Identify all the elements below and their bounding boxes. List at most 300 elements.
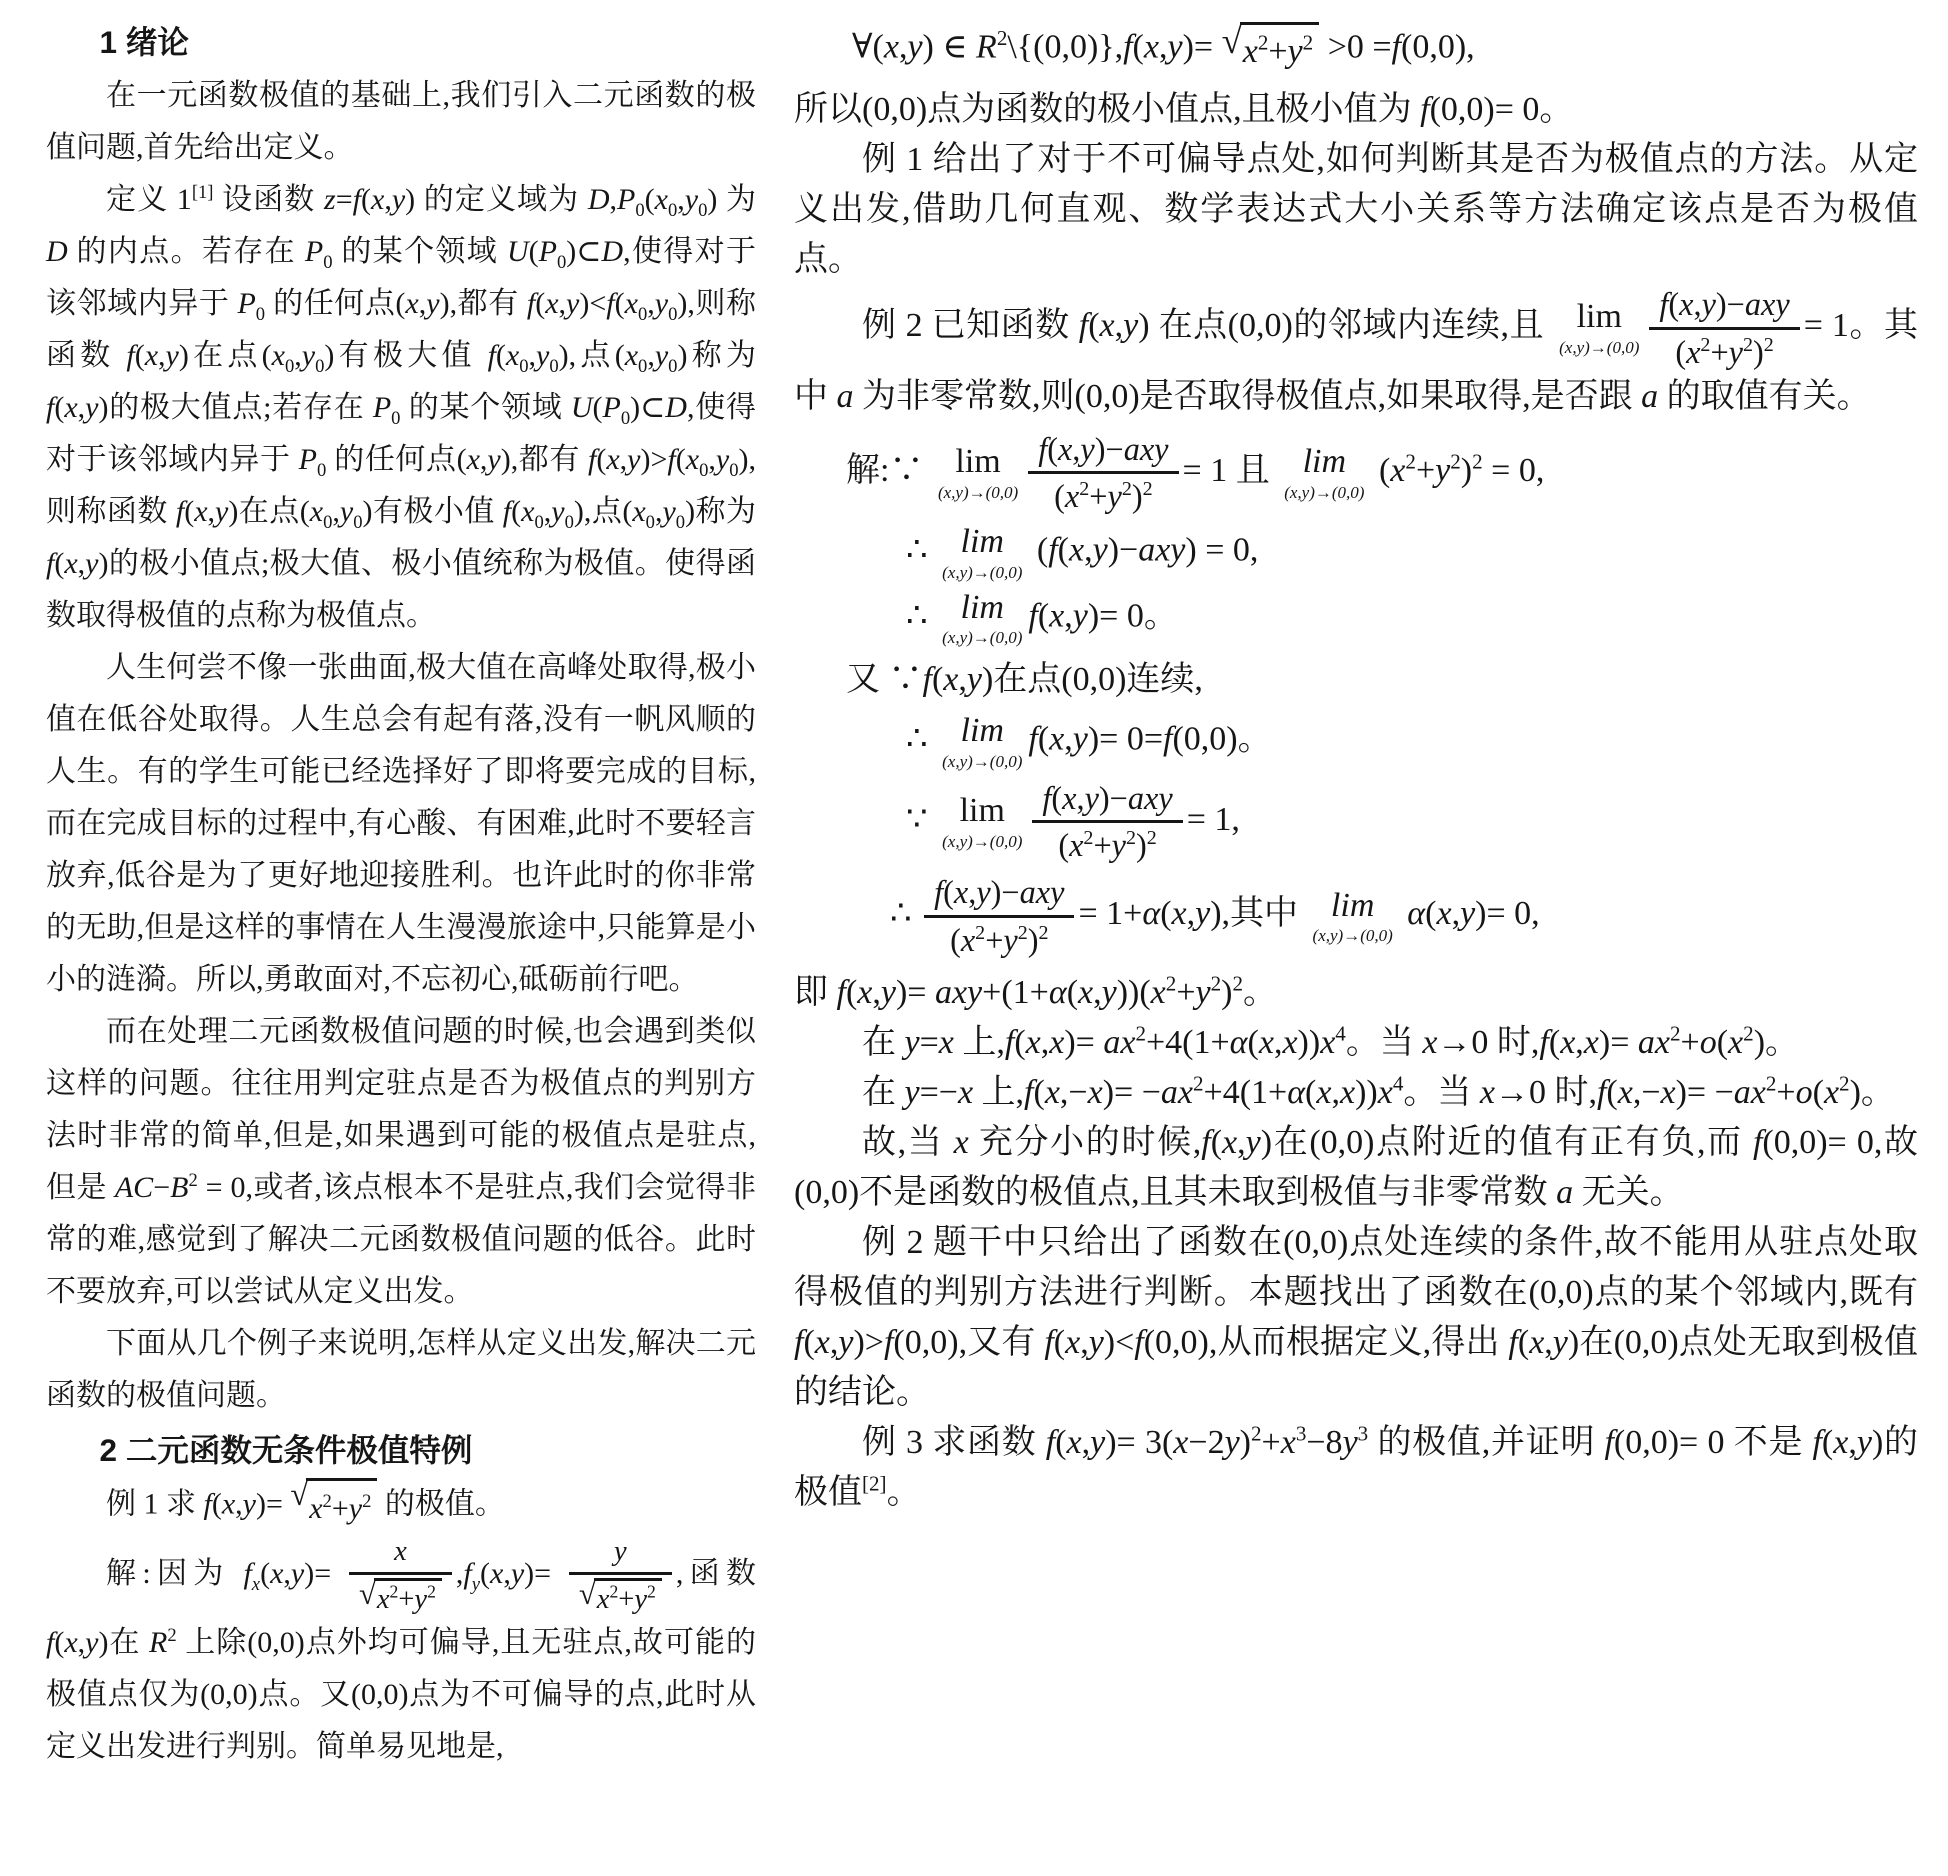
text-run: +	[1089, 478, 1108, 515]
radical-sign-icon: √	[290, 1477, 309, 1513]
math-var: f	[922, 661, 932, 699]
math-var: y	[566, 287, 580, 320]
lim-under: (x,y)→(0,0)	[1284, 482, 1365, 502]
math-var: f	[606, 287, 615, 320]
superscript: 2	[1142, 478, 1153, 501]
superscript: 2	[1302, 30, 1314, 55]
text-run: ,	[332, 495, 340, 528]
text-run: ,	[235, 1487, 243, 1521]
subscript: 0	[698, 200, 708, 221]
text-run: 的任何点(	[326, 443, 467, 476]
math-var: x	[1282, 1023, 1298, 1061]
subscript: x	[251, 1574, 261, 1596]
math-var: x	[309, 495, 324, 528]
math-var: x	[1316, 1073, 1332, 1111]
radical-sign-icon: √	[578, 1577, 596, 1612]
text-run: 的某个领域	[400, 391, 571, 424]
text-run: >0 =	[1319, 28, 1392, 66]
text-run: )称为	[685, 495, 756, 528]
math-var: f	[203, 1487, 212, 1521]
text-run: (	[495, 339, 506, 372]
subscript: y	[471, 1574, 480, 1596]
text-run: ,	[1544, 1323, 1553, 1361]
text-run: (	[528, 235, 539, 268]
math-var: y	[348, 1492, 363, 1525]
math-var: y	[1084, 779, 1099, 816]
left-column	[46, 14, 756, 1773]
math-var: x	[521, 495, 535, 528]
math-var: x	[394, 1536, 407, 1567]
definition-1-paragraph	[46, 174, 756, 642]
math-var: y	[880, 973, 896, 1011]
math-var: y	[1701, 286, 1716, 322]
text-run: +4(1+	[1203, 1073, 1288, 1111]
math-var: R	[149, 1626, 168, 1660]
text-run: +	[1261, 1423, 1281, 1461]
minimum-conclusion-paragraph	[794, 85, 1918, 135]
text-run: 而在处理二元函数极值问题的时候,也会遇到类似这样的问题。往往用判定驻点是否为极值点的判别方法时非常的简单,但是,如果遇到可能的极值点是驻点,但是	[46, 1015, 756, 1204]
math-var: z	[324, 183, 336, 216]
text-run: (	[1028, 531, 1049, 569]
superscript: 2	[1192, 1071, 1204, 1096]
math-var: x	[1025, 1023, 1041, 1061]
text-run: =−	[919, 1073, 958, 1111]
math-var: y	[290, 1557, 305, 1591]
math-var: f	[352, 183, 361, 216]
text-run: 。	[1243, 973, 1278, 1011]
math-var: f	[487, 339, 496, 372]
on-line-y-equals-x	[794, 1018, 1918, 1068]
text-run: (	[1088, 307, 1100, 345]
text-run: ,	[1186, 895, 1196, 933]
text-run: ,	[1273, 1023, 1283, 1061]
text-run: (	[1548, 1023, 1561, 1061]
superscript: 2	[996, 25, 1008, 50]
superscript: 2	[167, 1625, 177, 1647]
text-run: )有极大值	[324, 339, 488, 372]
math-var: x	[64, 547, 78, 580]
math-var: x	[64, 391, 78, 424]
superscript: 2	[362, 1491, 372, 1512]
math-var: x	[376, 1584, 390, 1616]
transition-paragraph	[46, 1318, 756, 1422]
text-run: 无关。	[1573, 1173, 1684, 1211]
text-run: )<	[579, 287, 607, 320]
math-var: x	[1173, 1423, 1189, 1461]
subscript: 0	[645, 512, 655, 533]
text-run: ,	[1081, 1423, 1091, 1461]
text-run: +	[1415, 451, 1436, 489]
solution-step-4	[794, 655, 1918, 705]
example-2-statement	[794, 285, 1918, 422]
superscript: 2	[647, 1581, 656, 1602]
text-run: (	[596, 443, 607, 476]
text-run: 故,当	[862, 1123, 954, 1161]
math-var: x	[596, 1584, 610, 1616]
math-var: f	[1420, 91, 1430, 128]
math-var: y	[487, 443, 501, 476]
math-var: x	[1479, 1073, 1495, 1111]
math-var: x	[1062, 779, 1077, 816]
math-var: y	[1111, 827, 1126, 864]
math-var: y	[301, 339, 316, 372]
superscript: 2	[1251, 1421, 1262, 1446]
limit-operator	[942, 793, 1022, 851]
text-run: )	[1136, 827, 1147, 864]
math-var: y	[684, 183, 699, 216]
subscript: 0	[534, 512, 544, 533]
lim-under: (x,y)→(0,0)	[942, 751, 1023, 771]
text-run: (	[1716, 1023, 1729, 1061]
math-var: x	[1320, 1023, 1336, 1061]
superscript: 2	[609, 1581, 619, 1602]
text-run: (0,0),从而根据定义,得出	[1143, 1323, 1509, 1361]
text-run: +	[1680, 1023, 1700, 1061]
text-run: +	[1176, 973, 1196, 1011]
math-var: f	[46, 547, 55, 580]
text-run: )=	[304, 1557, 345, 1591]
math-var: P	[237, 287, 256, 320]
limit-operator	[942, 524, 1022, 582]
text-run: 的某个领域	[332, 235, 507, 268]
text-run: 上,	[973, 1073, 1025, 1111]
text-run: ),其中	[1210, 895, 1307, 933]
superscript: 2	[1700, 333, 1711, 356]
example-1-statement	[46, 1478, 756, 1535]
math-var: f	[1024, 1073, 1034, 1111]
text-run: +(1+	[982, 973, 1049, 1011]
text-run: 在	[862, 1073, 905, 1111]
math-var: o	[1699, 1023, 1717, 1061]
denominator	[1032, 823, 1182, 865]
numerator	[1032, 779, 1182, 824]
text-run: )−	[1098, 779, 1128, 816]
math-var: f	[1123, 28, 1133, 66]
lim-word: lim	[1302, 442, 1347, 480]
superscript: 2	[1743, 333, 1754, 356]
text-run: ,	[1072, 430, 1081, 467]
text-run: ) 的定义域为	[405, 183, 588, 216]
superscript: 2	[1079, 478, 1090, 501]
math-var: x	[1066, 1423, 1082, 1461]
math-var: a	[836, 377, 854, 415]
text-run: ,−	[1059, 1073, 1088, 1111]
lim-word: lim	[1330, 886, 1375, 924]
math-var: α	[1048, 973, 1067, 1011]
math-var: y	[1072, 720, 1088, 758]
math-var: x	[1049, 1023, 1065, 1061]
math-var: x	[883, 28, 899, 66]
math-var: x	[1143, 28, 1159, 66]
text-run: )	[1753, 333, 1764, 370]
text-run: (	[1037, 720, 1050, 758]
text-run: )−	[1094, 430, 1124, 467]
subscript: 0	[675, 512, 686, 533]
math-var: x	[953, 1123, 969, 1161]
math-var: y	[426, 287, 440, 320]
math-var: y	[85, 1626, 99, 1660]
math-var: x	[1422, 1023, 1438, 1061]
math-var: x	[144, 339, 159, 372]
superscript: 2	[1765, 1071, 1777, 1096]
math-var: f	[1134, 1323, 1144, 1361]
math-var: x	[1833, 1423, 1849, 1461]
math-var: o	[1795, 1073, 1813, 1111]
numerator	[924, 873, 1074, 918]
math-var: x	[1057, 430, 1073, 467]
text-run: ))	[1355, 1073, 1378, 1111]
math-var: f	[46, 1626, 55, 1660]
text-run: )= −	[1102, 1073, 1161, 1111]
math-var: x	[1065, 1323, 1081, 1361]
text-run: (0,0),	[1401, 28, 1475, 66]
text-run: ,	[647, 339, 655, 372]
math-var: y	[391, 183, 406, 216]
subscript: 0	[699, 460, 709, 481]
subscript: 0	[255, 304, 266, 325]
math-var: x	[654, 183, 668, 216]
math-var: x	[857, 973, 873, 1011]
text-run: (	[480, 1557, 490, 1591]
math-var: y	[165, 339, 179, 372]
math-var: B	[170, 1171, 189, 1204]
superscript: 2	[322, 1491, 332, 1512]
text-run: 的任何点(	[265, 287, 406, 320]
text-run: ,	[77, 547, 86, 580]
math-var: x	[1087, 1073, 1103, 1111]
text-run: (	[134, 339, 145, 372]
text-run: 例 2 已知函数	[862, 307, 1079, 345]
math-var: x	[1150, 973, 1166, 1011]
text-run: ,	[829, 1323, 839, 1361]
math-var: D	[665, 391, 687, 424]
math-var: f	[126, 339, 135, 372]
math-var: x	[1390, 451, 1406, 489]
life-metaphor-paragraph	[46, 642, 756, 1006]
math-var: x	[1171, 895, 1187, 933]
math-var: x	[1617, 1073, 1633, 1111]
math-var: U	[570, 391, 593, 424]
superscript: 2	[1210, 971, 1222, 996]
text-run: (	[1057, 531, 1069, 569]
text-run: ∴	[906, 720, 937, 758]
math-var: y	[551, 495, 565, 528]
text-run: (	[1033, 1073, 1045, 1111]
math-var: y	[85, 391, 99, 424]
text-run: )在点(	[228, 495, 310, 528]
math-var: y	[242, 1487, 256, 1521]
superscript: 2	[1763, 333, 1774, 356]
text-run: +	[985, 921, 1004, 958]
text-run: ,函数	[675, 1557, 756, 1591]
solution-step-3	[794, 590, 1918, 648]
text-run	[1399, 895, 1408, 932]
math-var: f	[1045, 1423, 1056, 1461]
math-var: y	[907, 28, 923, 66]
superscript: 4	[1392, 1071, 1404, 1096]
text-run: ,	[1080, 1323, 1089, 1361]
text-run: +	[398, 1584, 415, 1616]
text-run: 例 2 题干中只给出了函数在(0,0)点处连续的条件,故不能用从驻点处取得极值的判别方法进行判断。本题找出了函数在(0,0)点的某个邻域内,既有	[794, 1223, 1918, 1311]
superscript: 2	[1405, 449, 1416, 474]
text-run: ,	[654, 495, 663, 528]
text-run: (	[1132, 28, 1144, 66]
math-var: x	[1069, 531, 1085, 569]
superscript: [2]	[862, 1471, 887, 1496]
example-1-remark	[794, 135, 1918, 285]
text-run: = 1,	[1186, 800, 1240, 838]
text-run: ,	[1040, 1023, 1050, 1061]
problem-discussion-paragraph	[46, 1006, 756, 1318]
fraction	[1649, 285, 1799, 372]
math-var: x	[1660, 1073, 1676, 1111]
text-run: (	[1014, 1023, 1026, 1061]
math-var: x	[1242, 33, 1258, 70]
superscript: 2	[1839, 1071, 1850, 1096]
text-run: (	[1066, 973, 1079, 1011]
text-run: )= 0=	[1087, 720, 1164, 758]
lim-word: lim	[960, 588, 1004, 626]
math-var: y	[1435, 451, 1451, 489]
math-var: x	[270, 1557, 284, 1591]
text-run: (	[1668, 286, 1680, 322]
text-run: (	[1210, 1123, 1223, 1161]
subscript: 0	[316, 460, 327, 481]
text-run: ) = 0,	[1185, 531, 1259, 569]
text-run: +	[1268, 33, 1288, 70]
lim-word: lim	[955, 442, 1001, 480]
superscript: 2	[1472, 449, 1483, 474]
subscript: 0	[353, 512, 363, 533]
math-var: y	[1092, 531, 1108, 569]
math-var: P	[304, 235, 324, 268]
math-var: x	[194, 495, 208, 528]
subscript: 0	[638, 356, 648, 377]
superscript: 2	[427, 1581, 436, 1602]
text-run: ,	[158, 339, 166, 372]
text-run: = 1。其中	[794, 307, 1918, 415]
text-run: 的极值,并证明	[1368, 1423, 1605, 1461]
superscript: 2	[1450, 449, 1461, 474]
radical-sign-icon: √	[1221, 20, 1242, 61]
text-run: ,−	[1632, 1073, 1661, 1111]
text-run: )	[1027, 921, 1039, 958]
forall-inequality-equation	[794, 22, 1918, 77]
text-run: +	[1710, 333, 1729, 370]
text-run: 的极值。	[377, 1487, 505, 1521]
text-run: ) 在点(0,0)的邻域内连续,且	[1138, 307, 1554, 345]
numerator	[349, 1535, 452, 1575]
text-run: ) ∈	[922, 28, 977, 66]
math-var: x	[1049, 720, 1065, 758]
math-var: y	[1460, 895, 1476, 933]
text-run: ∀(	[852, 28, 884, 66]
superscript: 2	[1257, 30, 1269, 55]
text-run: ,使得对于该邻域内异于	[46, 391, 757, 476]
math-var: y	[1072, 597, 1088, 635]
math-var: D	[601, 235, 624, 268]
sqrt-radical	[579, 1578, 662, 1617]
text-run: 上,	[953, 1023, 1005, 1061]
text-run: (	[1821, 1423, 1834, 1461]
text-run: 即	[794, 973, 837, 1011]
text-run: ,	[1084, 531, 1093, 569]
math-var: AC	[114, 1171, 154, 1204]
text-run: )−	[1715, 286, 1745, 322]
superscript: 2	[1743, 1021, 1754, 1046]
superscript: 2	[1232, 971, 1244, 996]
math-var: f	[502, 495, 512, 528]
math-var: f	[1391, 28, 1401, 66]
section-1-heading: 1 绪论	[99, 24, 189, 60]
math-var: y	[85, 547, 99, 580]
text-run: (	[1675, 333, 1687, 370]
math-var: y	[1088, 1323, 1104, 1361]
text-run: 解:因为	[106, 1557, 244, 1591]
text-run: (	[1305, 1073, 1317, 1111]
text-run: +4(1+	[1145, 1023, 1230, 1061]
math-var: f	[794, 1323, 804, 1361]
math-var: U	[506, 235, 529, 268]
text-run: (	[184, 495, 195, 528]
math-var: α	[1229, 1023, 1248, 1061]
math-var: y	[536, 339, 550, 372]
text-run: 在一元函数极值的基础上,我们引入二元函数的极值问题,首先给出定义。	[46, 79, 756, 164]
text-run: (0,0)= 0。	[1429, 91, 1574, 128]
text-run: ,	[77, 1626, 86, 1660]
math-var: y	[966, 661, 982, 699]
superscript: 2	[188, 1170, 198, 1191]
superscript: 2	[975, 922, 986, 945]
text-run: (	[931, 661, 944, 699]
math-var: y	[634, 1584, 647, 1616]
text-run: )。	[1849, 1073, 1895, 1111]
text-run: (0,0),又有	[893, 1323, 1045, 1361]
text-run: )=	[895, 973, 935, 1011]
text-run: ,	[708, 443, 716, 476]
text-run: ∵	[906, 800, 937, 838]
on-line-y-equals-minus-x	[794, 1068, 1918, 1118]
text-run: (	[54, 391, 65, 424]
text-run: (	[1054, 478, 1065, 515]
math-var: y	[627, 443, 641, 476]
limit-operator	[1559, 299, 1639, 357]
text-run: 。当	[1345, 1023, 1423, 1061]
subscript: 0	[323, 512, 333, 533]
text-run: −	[153, 1171, 171, 1204]
math-var: x	[490, 1557, 504, 1591]
math-var: y	[339, 495, 354, 528]
text-run: ))	[1297, 1023, 1321, 1061]
text-run: 又 ∵	[846, 661, 923, 699]
math-var: x	[1078, 973, 1094, 1011]
text-run: ),则称函数	[46, 443, 756, 528]
text-run: (	[535, 287, 546, 320]
text-run: )	[1239, 1423, 1251, 1461]
math-var: x	[1064, 478, 1080, 515]
text-run: (	[1606, 1073, 1618, 1111]
math-var: x	[1069, 827, 1084, 864]
math-var: f	[243, 1557, 252, 1591]
text-run: 充分小的时候,	[968, 1123, 1202, 1161]
math-var: x	[1377, 1073, 1393, 1111]
text-run: ),点(	[573, 495, 633, 528]
math-var: a	[1641, 377, 1659, 415]
text-run: →0 时,	[1494, 1073, 1597, 1111]
superscript: 2	[1121, 478, 1132, 501]
math-var: y	[1245, 1123, 1261, 1161]
text-run: 的内点。若存在	[67, 235, 305, 268]
